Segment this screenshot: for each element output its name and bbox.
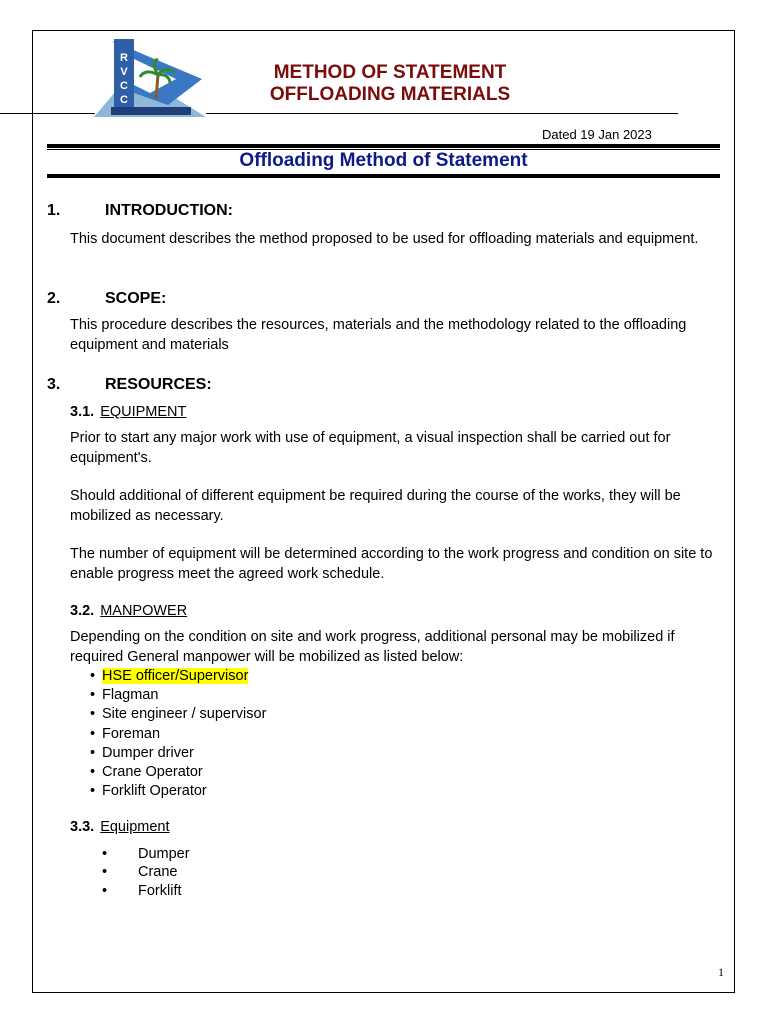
list-item-label: Dumper: [138, 846, 190, 862]
section-heading-resources: [47, 376, 212, 394]
subsection-number: 3.2.: [70, 603, 95, 619]
list-item: [70, 763, 266, 782]
section-number: 2.: [47, 290, 61, 307]
list-item: [70, 725, 266, 744]
manpower-text: Depending on the condition on site and work progress, additional personal may be mobilized if required General manpower will be mobilized as listed below:: [70, 629, 675, 665]
bottom-rule-thick: [47, 174, 720, 178]
company-logo: [94, 35, 206, 117]
header-line-left: [0, 113, 95, 114]
section-number: 3.: [47, 376, 61, 393]
list-item: [70, 744, 266, 763]
list-item-label: Forklift Operator: [102, 783, 207, 800]
list-item-label-highlighted: HSE officer/Supervisor: [102, 668, 249, 684]
subsection-number: 3.1.: [70, 404, 95, 420]
manpower-list: [70, 667, 266, 801]
subsection-title: Equipment: [100, 819, 170, 835]
subsection-heading-equipment: [70, 404, 186, 420]
subsection-heading-manpower: [70, 603, 187, 619]
section-title: SCOPE:: [105, 290, 167, 307]
list-item: [80, 882, 190, 900]
section-heading-introduction: [47, 202, 233, 220]
subsection-title: EQUIPMENT: [100, 404, 187, 420]
logo-letter-r: R: [120, 52, 128, 64]
top-rule-thick: [47, 144, 720, 148]
list-item-label: Foreman: [102, 725, 161, 742]
section-title: RESOURCES:: [105, 376, 212, 393]
list-item-label: Flagman: [102, 687, 159, 704]
list-item: [80, 863, 190, 881]
subsection-number: 3.3.: [70, 819, 95, 835]
header-title-line1: METHOD OF STATEMENT: [273, 62, 507, 83]
dated-text: Dated 19 Jan 2023: [542, 127, 652, 142]
equipment-paragraph-2: Should additional of different equipment be required during the course of the works, they will be mobilized as necessary.: [70, 488, 681, 524]
logo-letter-c2: C: [120, 94, 128, 106]
list-item: [80, 845, 190, 863]
list-item: [70, 782, 266, 801]
list-item-label: Crane Operator: [102, 764, 203, 781]
list-item-label: Forklift: [138, 882, 182, 899]
list-item: [70, 686, 266, 705]
section-number: 1.: [47, 202, 61, 219]
logo-letter-v: V: [120, 66, 128, 78]
page-number: 1: [718, 965, 724, 979]
scope-text: This procedure describes the resources, materials and the methodology related to the offloading equipment and materials: [70, 317, 687, 353]
section-heading-scope: [47, 290, 166, 308]
introduction-text: This document describes the method proposed to be used for offloading materials and equipment.: [70, 231, 699, 247]
subsection-title: MANPOWER: [100, 603, 188, 619]
equipment-paragraph-1: Prior to start any major work with use of equipment, a visual inspection shall be carried out for equipment's.: [70, 430, 671, 466]
list-item-label: Site engineer / supervisor: [102, 706, 267, 723]
document-title: Offloading Method of Statement: [239, 150, 528, 171]
list-item-label: Crane: [138, 864, 178, 881]
logo-letter-c1: C: [120, 80, 128, 92]
equipment-list: [80, 845, 190, 900]
header-line-right: [206, 113, 678, 114]
list-item: [70, 705, 266, 724]
subsection-heading-equipment-list: [70, 819, 170, 835]
list-item-label: Dumper driver: [102, 744, 194, 761]
equipment-paragraph-3: The number of equipment will be determined according to the work progress and condition on site to enable progress meet the agreed work schedule.: [70, 546, 713, 582]
list-item: [70, 667, 266, 686]
section-title: INTRODUCTION:: [105, 202, 233, 219]
header-title-line2: OFFLOADING MATERIALS: [269, 84, 511, 105]
